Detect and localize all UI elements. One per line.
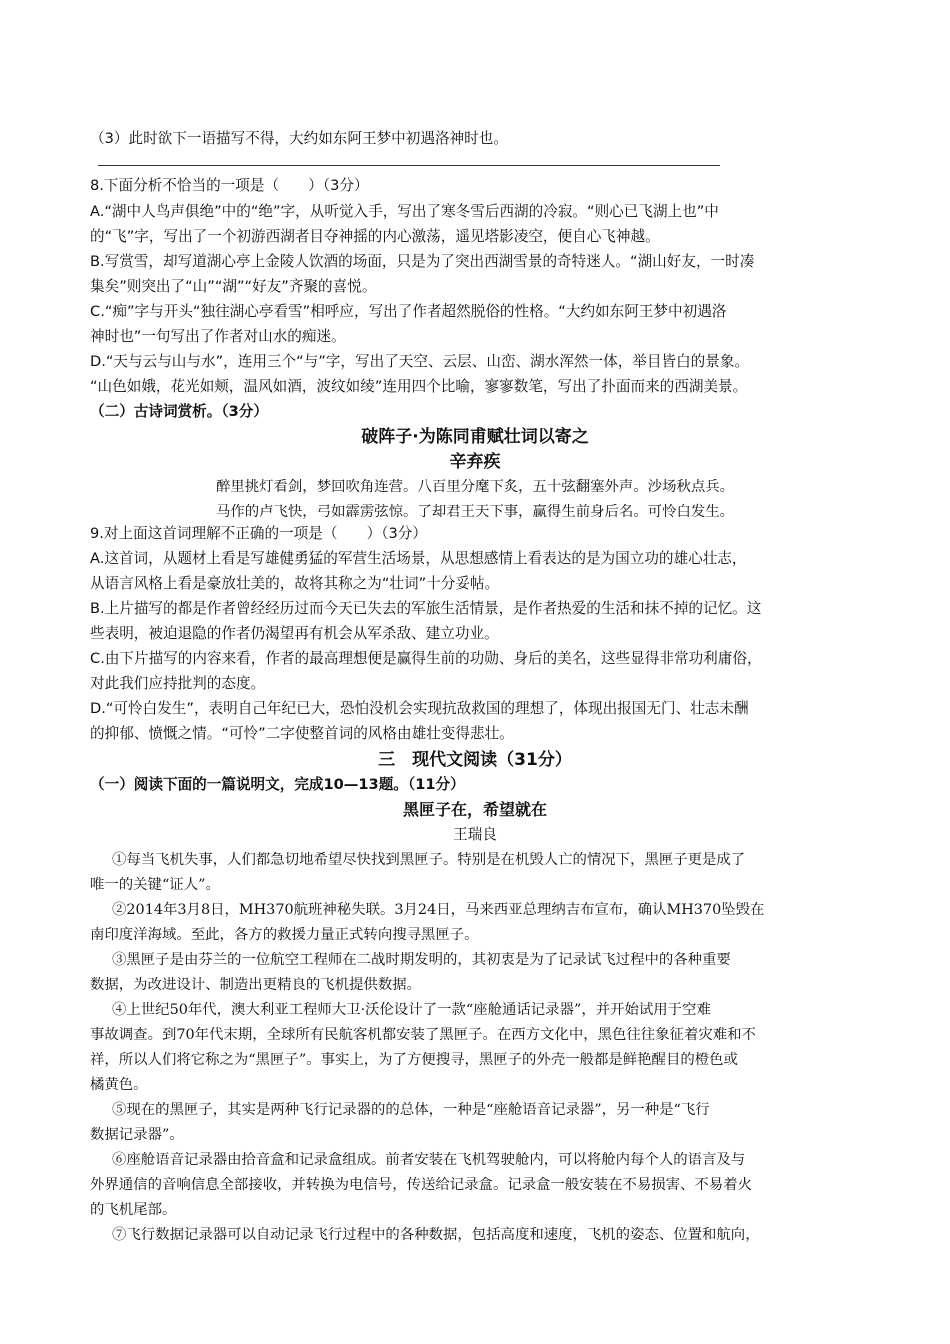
q8-option-a-cont: 的“飞”字，写出了一个初游西湖者目夺神摇的内心激荡，遥见塔影凌空，便自心飞神越。 — [90, 228, 660, 245]
paragraph-5: ⑤现在的黑匣子，其实是两种飞行记录器的的总体，一种是“座舱语音记录器”，另一种是“飞行 — [112, 1102, 710, 1118]
paragraph-5-cont: 数据记录器”。 — [90, 1127, 184, 1143]
paragraph-3-cont: 数据，为改进设计、制造出更精良的飞机提供数据。 — [90, 977, 421, 993]
q9-option-b: B.上片描写的都是作者曾经经历过而今天已失去的军旅生活情景，是作者热爱的生活和抹不掉的记忆。这 — [90, 600, 762, 617]
paragraph-6: ⑥座舱语音记录器由拾音盒和记录盒组成。前者安装在飞机驾驶舱内，可以将舱内每个人的语言及与 — [112, 1152, 746, 1168]
question-3-text: （3）此时欲下一语描写不得，大约如东阿王梦中初遇洛神时也。 — [90, 130, 508, 147]
poetry-section-heading: （二）古诗词赏析。（3分） — [90, 403, 268, 420]
paragraph-7: ⑦飞行数据记录器可以自动记录飞行过程中的各种数据，包括高度和速度，飞机的姿态、位置和航向， — [112, 1227, 760, 1243]
q9-option-d: D.“可怜白发生”，表明自己年纪已大，恐怕没机会实现抗敌救国的理想了，体现出报国无门、壮志未酬 — [90, 700, 749, 717]
paragraph-4-cont-3: 橘黄色。 — [90, 1077, 148, 1093]
article-author: 王瑞良 — [453, 826, 497, 843]
answer-line — [98, 165, 720, 166]
paragraph-1-cont: 唯一的关键“证人”。 — [90, 877, 220, 893]
q8-option-c: C.“痴”字与开头“独往湖心亭看雪”相呼应，写出了作者超然脱俗的性格。“大约如东阿王梦中初遇洛 — [90, 303, 727, 320]
paragraph-4: ④上世纪50年代，澳大利亚工程师大卫·沃伦设计了一款“座舱通话记录器”，并开始试用于空难 — [112, 1002, 711, 1018]
q8-option-d-cont: “山色如娥，花光如颊，温风如酒，波纹如绫”连用四个比喻，寥寥数笔，写出了扑面而来的西湖美景。 — [90, 378, 748, 395]
q8-option-a: A.“湖中人鸟声俱绝”中的“绝”字，从听觉入手，写出了寒冬雪后西湖的冷寂。“则心已飞湖上也”中 — [90, 203, 719, 220]
q8-stem: 8.下面分析不恰当的一项是（ ）（3分） — [90, 177, 369, 194]
q9-stem: 9.对上面这首词理解不正确的一项是（ ）（3分） — [90, 525, 427, 542]
q9-option-c: C.由下片描写的内容来看，作者的最高理想便是赢得生前的功勋、身后的美名，这些显得非常功利庸俗， — [90, 650, 762, 667]
q8-option-d: D.“天与云与山与水”，连用三个“与”字，写出了天空、云层、山峦、湖水浑然一体，举目皆白的景象。 — [90, 353, 750, 370]
q9-option-b-cont: 些表明，被迫退隐的作者仍渴望再有机会从军杀敌、建立功业。 — [90, 625, 499, 642]
part-3-heading: 三 现代文阅读（31分） — [378, 750, 572, 770]
poem-title: 破阵子·为陈同甫赋壮词以寄之 — [361, 427, 589, 447]
article-title: 黑匣子在，希望就在 — [402, 800, 547, 819]
paragraph-6-cont-2: 的飞机尾部。 — [90, 1202, 177, 1218]
paragraph-1: ①每当飞机失事，人们都急切地希望尽快找到黑匣子。特别是在机毁人亡的情况下，黑匣子更是成了 — [112, 852, 746, 868]
q9-option-c-cont: 对此我们应持批判的态度。 — [90, 675, 266, 692]
paragraph-2-cont: 南印度洋海域。至此，各方的救援力量正式转向搜寻黑匣子。 — [90, 927, 479, 943]
poem-verse-1: 醉里挑灯看剑，梦回吹角连营。八百里分麾下炙，五十弦翻塞外声。沙场秋点兵。 — [215, 479, 735, 495]
paragraph-3: ③黑匣子是由芬兰的一位航空工程师在二战时期发明的，其初衷是为了记录试飞过程中的各种重要 — [112, 952, 731, 968]
q9-option-a-cont: 从语言风格上看是豪放壮美的，故将其称之为“壮词”十分妥帖。 — [90, 575, 500, 592]
part-3-subheading: （一）阅读下面的一篇说明文，完成10—13题。（11分） — [90, 776, 465, 793]
paragraph-4-cont-1: 事故调查。到70年代末期，全球所有民航客机都安装了黑匣子。在西方文化中，黑色往往象征着灾难和不 — [90, 1027, 756, 1043]
q9-option-a: A.这首词，从题材上看是写雄健勇猛的军营生活场景，从思想感情上看表达的是为国立功的雄心壮志， — [90, 550, 747, 567]
paragraph-6-cont-1: 外界通信的音响信息全部接收，并转换为电信号，传送给记录盒。记录盒一般安装在不易损害、不易着火 — [90, 1177, 752, 1193]
paragraph-4-cont-2: 祥，所以人们将它称之为“黑匣子”。事实上，为了方便搜寻，黑匣子的外壳一般都是鲜艳醒目的橙色或 — [90, 1052, 738, 1068]
q8-option-b: B.写赏雪，却写道湖心亭上金陵人饮酒的场面，只是为了突出西湖雪景的奇特迷人。“湖山好友，一时凑 — [90, 253, 755, 270]
poem-verse-2: 马作的卢飞快，弓如霹雳弦惊。了却君王天下事，赢得生前身后名。可怜白发生。 — [215, 504, 735, 520]
q8-option-c-cont: 神时也”一句写出了作者对山水的痴迷。 — [90, 328, 346, 345]
paragraph-2: ②2014年3月8日，MH370航班神秘失联。3月24日，马来西亚总理纳吉布宣布，确认MH370坠毁在 — [112, 902, 765, 918]
poem-author: 辛弃疾 — [449, 452, 501, 472]
q8-option-b-cont: 集矣”则突出了“山”“湖”“好友”齐聚的喜悦。 — [90, 278, 377, 295]
q9-option-d-cont: 的抑郁、愤慨之情。“可怜”二字使整首词的风格由雄壮变得悲壮。 — [90, 725, 514, 742]
